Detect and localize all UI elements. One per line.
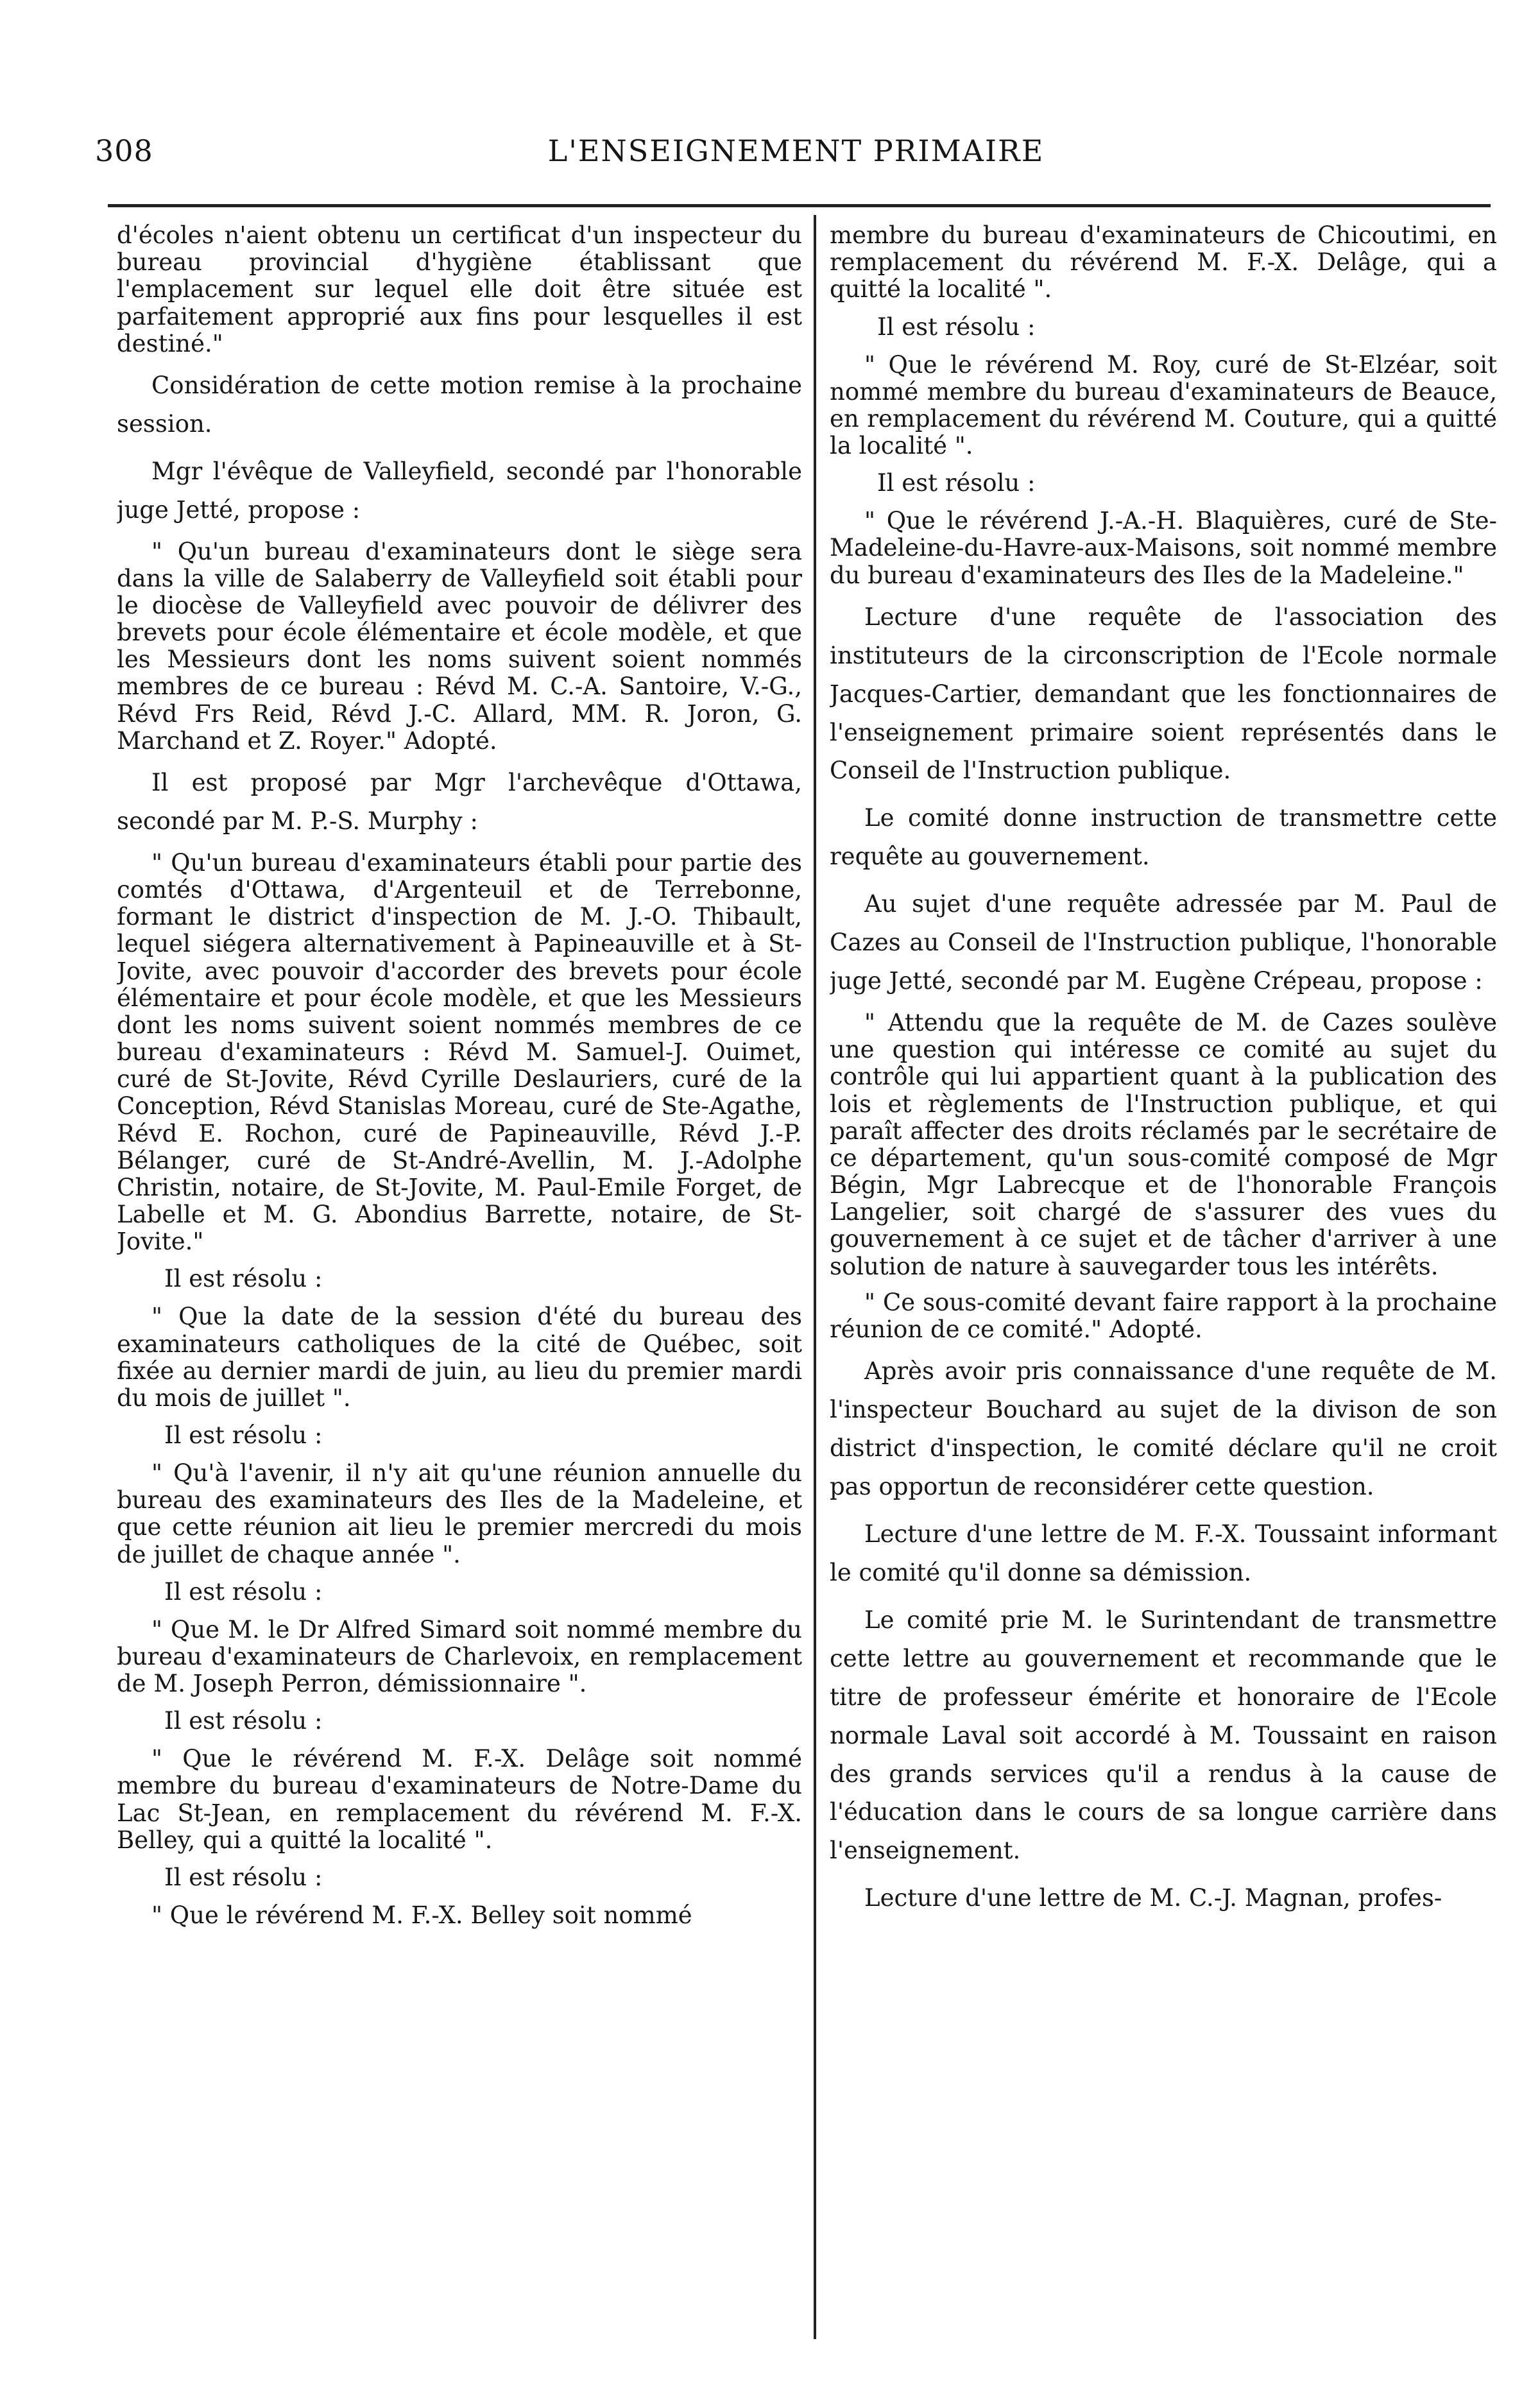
paragraph: " Attendu que la requête de M. de Cazes soulève une question qui intéresse ce comité au sujet du contrôle qui lui appartient quant à la publication des lois et règlements de l'Instruction publique, et qui paraît affecter des droits réclamés par le secrétaire de ce département, qu'un sous-comité composé de Mgr Bégin, Mgr Labrecque et de l'honorable François Langelier, soit chargé de s'assurer des vues du gouvernement à ce sujet et de tâcher d'arriver à une solution de nature à sauvegarder tous les intérêts. (830, 1009, 1497, 1280)
page-number: 308 (95, 133, 153, 168)
paragraph: Il est résolu : (877, 469, 1036, 497)
paragraph: d'écoles n'aient obtenu un certificat d'un inspecteur du bureau provincial d'hygiène établissant que l'emplacement sur lequel elle doit être située est parfaitement approprié aux fins pour lesquelles il est destiné." (117, 222, 802, 357)
paragraph: Il est résolu : (877, 313, 1036, 341)
paragraph: Lecture d'une lettre de M. C.-J. Magnan, profes- (864, 1884, 1442, 1912)
column-divider (814, 215, 816, 2339)
right-column (830, 222, 1497, 2359)
paragraph: Le comité donne instruction de transmettre cette requête au gouvernement. (830, 804, 1497, 871)
paragraph: Il est résolu : (164, 1577, 323, 1606)
paragraph: " Qu'un bureau d'examinateurs établi pour partie des comtés d'Ottawa, d'Argenteuil et de Terrebonne, formant le district d'inspection de M. J.-O. Thibault, lequel siégera alternativement à Papineauville et à St-Jovite, avec pouvoir d'accorder des brevets pour école élémentaire et pour école modèle, et que les Messieurs dont les noms suivent soient nommés membres de ce bureau d'examinateurs : Révd M. Samuel-J. Ouimet, curé de St-Jovite, Révd Cyrille Deslauriers, curé de la Conception, Révd Stanislas Moreau, curé de Ste-Agathe, Révd E. Rochon, curé de Papineauville, Révd J.-P. Bélanger, curé de St-André-Avellin, M. J.-Adolphe Christin, notaire, de St-Jovite, M. Paul-Emile Forget, de Labelle et M. G. Abondius Barrette, notaire, de St-Jovite." (117, 848, 802, 1256)
paragraph: Il est résolu : (164, 1265, 323, 1293)
page-header (95, 128, 1497, 180)
running-title: L'ENSEIGNEMENT PRIMAIRE (547, 133, 1045, 168)
paragraph: Il est résolu : (164, 1863, 323, 1891)
paragraph: Considération de cette motion remise à la prochaine session. (117, 371, 802, 438)
paragraph: " Qu'à l'avenir, il n'y ait qu'une réunion annuelle du bureau des examinateurs des Iles de la Madeleine, et que cette réunion ait lieu le premier mercredi du mois de juillet de chaque année ". (117, 1459, 802, 1568)
paragraph: " Ce sous-comité devant faire rapport à la prochaine réunion de ce comité." Adopté. (830, 1288, 1497, 1343)
paragraph: Le comité prie M. le Surintendant de transmettre cette lettre au gouvernement et recommande que le titre de professeur émérite et honoraire de l'Ecole normale Laval soit accordé à M. Toussaint en raison des grands services qu'il a rendus à la cause de l'éducation dans le cours de sa longue carrière dans l'enseignement. (830, 1606, 1497, 1865)
paragraph: Après avoir pris connaissance d'une requête de M. l'inspecteur Bouchard au sujet de la divison de son district d'inspection, le comité déclare qu'il ne croit pas opportun de reconsidérer cette question. (830, 1357, 1497, 1500)
paragraph: membre du bureau d'examinateurs de Chicoutimi, en remplacement du révérend M. F.-X. Delâge, qui a quitté la localité ". (830, 222, 1497, 304)
paragraph: " Que le révérend M. Roy, curé de St-Elzéar, soit nommé membre du bureau d'examinateurs de Beauce, en remplacement du révérend M. Couture, qui a quitté la localité ". (830, 350, 1497, 460)
paragraph: Au sujet d'une requête adressée par M. Paul de Cazes au Conseil de l'Instruction publique, l'honorable juge Jetté, secondé par M. Eugène Crépeau, propose : (830, 890, 1497, 995)
paragraph: " Que le révérend M. F.-X. Delâge soit nommé membre du bureau d'examinateurs de Notre-Dame du Lac St-Jean, en remplacement du révérend M. F.-X. Belley, qui a quitté la localité ". (117, 1745, 802, 1854)
paragraph: " Qu'un bureau d'examinateurs dont le siège sera dans la ville de Salaberry de Valleyfield soit établi pour le diocèse de Valleyfield avec pouvoir de délivrer des brevets pour école élémentaire et école modèle, et que les Messieurs dont les noms suivent soient nommés membres de ce bureau : Révd M. C.-A. Santoire, V.-G., Révd Frs Reid, Révd J.-C. Allard, MM. R. Joron, G. Marchand et Z. Royer." Adopté. (117, 537, 802, 755)
paragraph: " Que M. le Dr Alfred Simard soit nommé membre du bureau d'examinateurs de Charlevoix, en remplacement de M. Joseph Perron, démissionnaire ". (117, 1615, 802, 1698)
left-column (117, 222, 802, 2359)
header-rule (108, 204, 1491, 207)
paragraph: Il est résolu : (164, 1707, 323, 1735)
paragraph: Mgr l'évêque de Valleyfield, secondé par l'honorable juge Jetté, propose : (117, 457, 802, 524)
paragraph: Lecture d'une lettre de M. F.-X. Toussaint informant le comité qu'il donne sa démission. (830, 1520, 1497, 1586)
paragraph: Il est résolu : (164, 1421, 323, 1450)
paragraph: Il est proposé par Mgr l'archevêque d'Ottawa, secondé par M. P.-S. Murphy : (117, 768, 802, 835)
paragraph: " Que la date de la session d'été du bureau des examinateurs catholiques de la cité de Québec, soit fixée au dernier mardi de juin, au lieu du premier mardi du mois de juillet ". (117, 1303, 802, 1412)
paragraph: " Que le révérend J.-A.-H. Blaquières, curé de Ste-Madeleine-du-Havre-aux-Maisons, soit nommé membre du bureau d'examinateurs des Iles de la Madeleine." (830, 507, 1497, 589)
paragraph: Lecture d'une requête de l'association des instituteurs de la circonscription de l'Ecole normale Jacques-Cartier, demandant que les fonctionnaires de l'enseignement primaire soient représentés dans le Conseil de l'Instruction publique. (830, 603, 1497, 785)
paragraph: " Que le révérend M. F.-X. Belley soit nommé (151, 1901, 692, 1929)
